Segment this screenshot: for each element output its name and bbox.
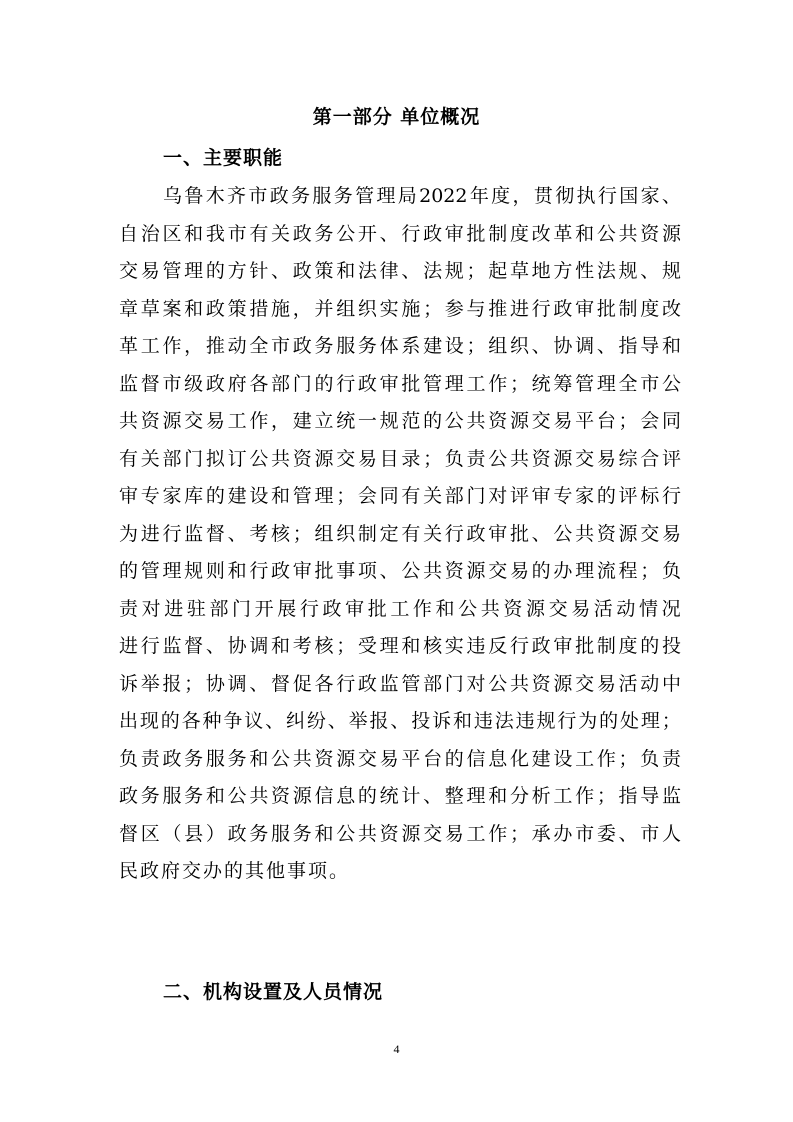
page-number: 4 xyxy=(393,1042,400,1056)
body-line: 交 易 管 理 的 方 针 、 政 策 和 法 律 、 法 规 ； 起 草 地 方 性 法 规 、 规 xyxy=(119,260,681,282)
body-line: 审 专 家 库 的 建 设 和 管 理 ； 会 同 有 关 部 门 对 评 审 专 家 的 评 标 行 xyxy=(119,485,681,507)
body-paragraph xyxy=(119,178,681,891)
body-line: 自 治 区 和 我 市 有 关 政 务 公 开 、 行 政 审 批 制 度 改 革 和 公 共 资 源 xyxy=(119,222,681,245)
body-line: 监 督 市 级 政 府 各 部 门 的 行 政 审 批 管 理 工 作 ； 统 筹 管 理 全 市 公 xyxy=(119,372,681,395)
section-heading-organization-staff: 二、机构设置及人员情况 xyxy=(163,981,384,1003)
body-line: 共 资 源 交 易 工 作 ， 建 立 统 一 规 范 的 公 共 资 源 交 易 平 台 ； 会 同 xyxy=(119,410,681,432)
body-line: 进 行 监 督 、 协 调 和 考 核 ； 受 理 和 核 实 违 反 行 政 审 批 制 度 的 投 xyxy=(119,635,681,657)
body-line: 的 管 理 规 则 和 行 政 审 批 事 项 、 公 共 资 源 交 易 的 办 理 流 程 ； 负 xyxy=(119,560,681,582)
body-line: 督 区 （ 县 ） 政 务 服 务 和 公 共 资 源 交 易 工 作 ； 承 办 市 委 、 市 人 xyxy=(119,822,681,845)
body-line: 有 关 部 门 拟 订 公 共 资 源 交 易 目 录 ； 负 责 公 共 资 源 交 易 综 合 评 xyxy=(119,447,681,470)
body-line: 出 现 的 各 种 争 议 、 纠 纷 、 举 报 、 投 诉 和 违 法 违 规 行 为 的 处 理 ； xyxy=(119,710,681,732)
body-line: 乌 鲁 木 齐 市 政 务 服 务 管 理 局 2022 年 度 ， 贯 彻 执 行 国 家 、 xyxy=(163,185,681,207)
body-line: 负 责 政 务 服 务 和 公 共 资 源 交 易 平 台 的 信 息 化 建 设 工 作 ； 负 责 xyxy=(119,747,681,770)
body-line: 诉 举 报 ； 协 调 、 督 促 各 行 政 监 管 部 门 对 公 共 资 源 交 易 活 动 中 xyxy=(119,672,681,695)
body-line: 政 务 服 务 和 公 共 资 源 信 息 的 统 计 、 整 理 和 分 析 工 作 ； 指 导 监 xyxy=(119,785,681,807)
page-title: 第一部分 单位概况 xyxy=(312,106,481,128)
section-heading-main-functions: 一、主要职能 xyxy=(163,147,284,169)
body-line: 责 对 进 驻 部 门 开 展 行 政 审 批 工 作 和 公 共 资 源 交 易 活 动 情 况 xyxy=(119,597,681,620)
body-line: 为 进 行 监 督 、 考 核 ； 组 织 制 定 有 关 行 政 审 批 、 公 共 资 源 交 易 xyxy=(119,522,681,545)
body-line: 章 草 案 和 政 策 措 施 ， 并 组 织 实 施 ； 参 与 推 进 行 政 审 批 制 度 改 xyxy=(119,297,681,320)
body-line: 民政府交办的其他事项。 xyxy=(119,860,351,882)
body-line: 革 工 作 ， 推 动 全 市 政 务 服 务 体 系 建 设 ； 组 织 、 协 调 、 指 导 和 xyxy=(119,335,681,357)
